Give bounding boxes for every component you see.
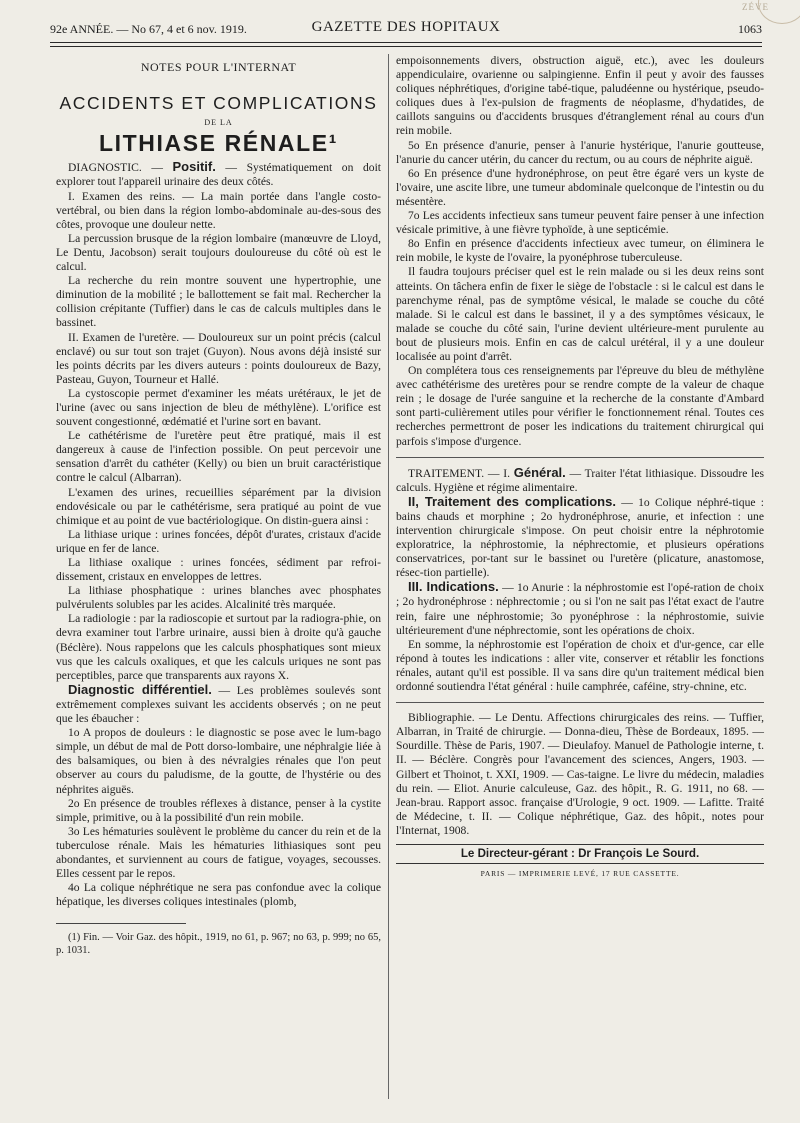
paragraph: La lithiase phosphatique : urines blanches avec phosphates pulvérulents solubles par les acides. Alcalinité très marquée. [56,584,381,612]
paragraph: 7o Les accidents infectieux sans tumeur peuvent faire penser à une infection vésicale primitive, à une fièvre typhoïde, à une septicémie. [396,209,764,237]
paragraph: 6o En présence d'une hydronéphrose, on peut être égaré vers un kyste de l'ovaire, une ascite libre, une tumeur abdominale quelconque de l'intestin ou du mésentère. [396,166,764,208]
paragraph: L'examen des urines, recueillies séparément par la division endovésicale ou par le cathétérisme, sera pratiqué au point de vue chimique et au point de vue bactériologique. On distin-guera ainsi : [56,485,381,527]
paragraph: La percussion brusque de la région lombaire (manœuvre de Lloyd, Le Dentu, Jacobson) serait toujours douloureuse du côté où est le calcul. [56,231,381,274]
column-divider [388,54,389,1099]
header-rule-bottom [50,46,762,47]
left-column [56,54,381,957]
paragraph: II, Traitement des complications. — 1o Colique néphré-tique : bains chauds et morphine ; 2o hydronéphrose, anurie, et infection : une intervention chirurgicale s'impose. On peut choisir entre la néphrotomie exploratrice, la néphrostomie, la néphrectomie, et plusieurs opérations conservatrices, por-tant sur le bassinet ou l'uretère (plicature, anastomose, résec-tion partielle). [396,493,764,580]
paragraph: La radiologie : par la radioscopie et surtout par la radiogra-phie, on devra examiner tout l'arbre urinaire, aussi bien à droite qu'à gauche (Béclère). Nous rappelons que les calculs phosphatiques sont mieux vus que les calculs oxaliques, et que les calculs uriques ne sont pas perceptibles, parce que transparents aux rayons X. [56,612,381,682]
director-signature: Le Directeur-gérant : Dr François Le Sourd. [396,844,764,864]
paragraph: La lithiase oxalique : urines foncées, sédiment par refroi-dissement, cristaux en enveloppes de lettres. [56,556,381,584]
printer-line: PARIS — IMPRIMERIE LEVÉ, 17 RUE CASSETTE. [480,869,680,879]
footnote: (1) Fin. — Voir Gaz. des hôpit., 1919, no 61, p. 967; no 63, p. 999; no 65, p. 1031. [56,932,381,957]
page-number: 1063 [738,22,762,36]
article-title-de: DE LA [204,118,233,128]
article-title-2: LITHIASE RÉNALE¹ [99,130,338,157]
paragraph: 4o La colique néphrétique ne sera pas confondue avec la colique hépatique, les diverses coliques intestinales (plomb, [56,881,381,909]
paragraph: On complétera tous ces renseignements par l'épreuve du bleu de méthylène avec cathétérisme des uretères pour se rendre compte de la valeur de chaque rein ; le dosage de l'urée sanguine et la recherche de la constante d'Ambard sont parti-culièrement utiles pour vérifier le fonctionnement rénal. Toutes ces recherches permettront de poser les indications du traitement chirurgical qui parfois s'impose d'urgence. [396,364,764,448]
section-divider [396,457,764,458]
section-label: NOTES POUR L'INTERNAT [140,60,297,74]
paragraph: 2o En présence de troubles réflexes à distance, penser à la cystite simple, primitive, ou à la possibilité d'un rein mobile. [56,796,381,824]
paragraph: Il faudra toujours préciser quel est le rein malade ou si les deux reins sont atteints. On tâchera enfin de fixer le siège de l'obstacle : si le calcul est dans le parenchyme rénal, pas de symptôme vésical, le malade se couche du côté malade. Si le calcul est dans le bassinet, il y a des symptômes vésicaux, le malade se couche du côté sain, l'urine devient ultérieure-ment purulente au bout de plusieurs mois. Enfin en cas de calcul urétéral, il y a une douleur localisée au point d'arrêt. [396,265,764,363]
article-title-1: ACCIDENTS ET COMPLICATIONS [59,93,378,114]
paragraph: Le cathétérisme de l'uretère peut être pratiqué, mais il est dangereux à cause de l'infection possible. On peut percevoir une sensation d'arrêt du cathéter (Kelly) ou bien un bruit caractéristique contre le calcul (Albarran). [56,429,381,485]
paragraph: En somme, la néphrostomie est l'opération de choix et d'ur-gence, car elle répond à toutes les indications : aller vite, conserver et rétablir les fonctions rénales, autant qu'il est possible. Il va sans dire qu'un traitement médical bien ordonné soutiendra l'état général : huile camphrée, caféine, stry-chnine, etc. [396,637,764,694]
paragraph: III. Indications. — 1o Anurie : la néphrostomie est l'opé-ration de choix ; 2o hydronéphrose : néphrectomie ; ou si l'on ne sait pas l'état exact de l'autre rein, faire une néphrostomie; 3o pyonéphrose : la néphrostomie, suivie ultérieurement d'une néphrectomie, sont les opérations de choix. [396,579,764,637]
bibliography-divider [396,702,764,703]
footnote-rule [56,923,186,924]
paragraph: I. Examen des reins. — La main portée dans l'angle costo-vertébral, ou bien dans la région lombo-abdominale au-des-sous des côtes, provoque une douleur nette. [56,189,381,231]
paragraph: Diagnostic différentiel. — Les problèmes soulevés sont extrêmement complexes suivant les accidents observés ; on ne peut que les ébaucher : [56,681,382,726]
paragraph: La cystoscopie permet d'examiner les méats urétéraux, le jet de l'urine (avec ou sans injection de bleu de méthylène). L'orifice est souvent congestionné, œdématié et l'urine sort en bavant. [56,386,381,429]
bibliography: Bibliographie. — Le Dentu. Affections chirurgicales des reins. — Tuffier, Albarran, in Traité de chirurgie. — Donna-dieu, Thèse de Bordeaux, 1895. — Sourdille. Thèse de Paris, 1907. — Dieulafoy. Manuel de Pathologie interne, t. II. — Béclère. Congrès pour l'avancement des sciences, Angers, 1903. — Gilbert et Thoinot, t. XXI, 1909. — Cas-taigne. Le livre du médecin, maladies du rein. — Eliot. Anurie calculeuse, Gaz. des hôpit., R. G. 1911, no 68. — Jean-brau. Rapport assoc. française d'Urologie, 9 oct. 1909. — Lafitte. Traité de Médecine, t. II. — Colique néphrétique, Gaz. des hôpit., notes pour l'Internat, 1908. [396,711,764,837]
stamp-text: ZÉVE [742,2,769,12]
journal-title: GAZETTE DES HOPITAUX [311,19,501,35]
paragraph: TRAITEMENT. — I. Général. — Traiter l'état lithiasique. Dissoudre les calculs. Hygiène et régime alimentaire. [396,464,764,494]
header-rule-top [50,42,762,43]
paragraph: empoisonnements divers, obstruction aiguë, etc.), avec les douleurs appendiculaire, ovarienne ou salpingienne. Enfin il peut y avoir des fausses coliques néphrétiques, d'origine tabé-tique, paludéenne ou hystérique, pseudo-coliques dues à l'ex-pulsion de fragments de néoplasme, d'hydatides, de caillots sanguins ou d'accidents brusques d'étranglement rénal au cours d'un rein mobile. [396,54,764,138]
paragraph: 1o A propos de douleurs : le diagnostic se pose avec le lum-bago simple, un début de mal de Pott dorso-lombaire, une néphralgie liée à des balsamiques, ou bien à des névralgies rénales que l'on peut observer au cours du paludisme, de la goutte, de l'hystérie ou des néphrites aiguës. [56,726,381,796]
issue-info: 92e ANNÉE. — No 67, 4 et 6 nov. 1919. [50,22,247,36]
paragraph: 5o En présence d'anurie, penser à l'anurie hystérique, l'anurie goutteuse, l'anurie du cancer utérin, du cancer du rectum, ou au cours de néphrite aiguë. [396,138,764,166]
paragraph: La lithiase urique : urines foncées, dépôt d'urates, cristaux d'acide urique en fer de lance. [56,527,381,555]
paragraph: 3o Les hématuries soulèvent le problème du cancer du rein et de la tuberculose rénale. Mais les hématuries lithiasiques sont peu abondantes, et surviennent au cours de fatigue, voyages, secousses. Elles cessent par le repos. [56,824,381,881]
right-column [396,54,764,881]
paragraph: DIAGNOSTIC. — Positif. — Systématiquement on doit explorer tout l'appareil urinaire des deux côtés. [56,159,382,189]
paragraph: La recherche du rein montre souvent une hypertrophie, une diminution de la mobilité ; le ballottement se fait mal. Rechercher la collision crépitante (Tuffier) dans le cas de calculs multiples dans le bassinet. [56,274,381,330]
paragraph: 8o Enfin en présence d'accidents infectieux avec tumeur, on éliminera le rein mobile, le kyste de l'ovaire, la pyonéphrose tuberculeuse. [396,237,764,265]
paragraph: II. Examen de l'uretère. — Douloureux sur un point précis (calcul enclavé) ou sur tout son trajet (Guyon). Nous avons déjà insisté sur les points décrits par les divers auteurs : points douloureux de Bazy, Pasteau, Guyon, Tourneur et Hallé. [56,330,381,386]
page-header [50,14,762,40]
